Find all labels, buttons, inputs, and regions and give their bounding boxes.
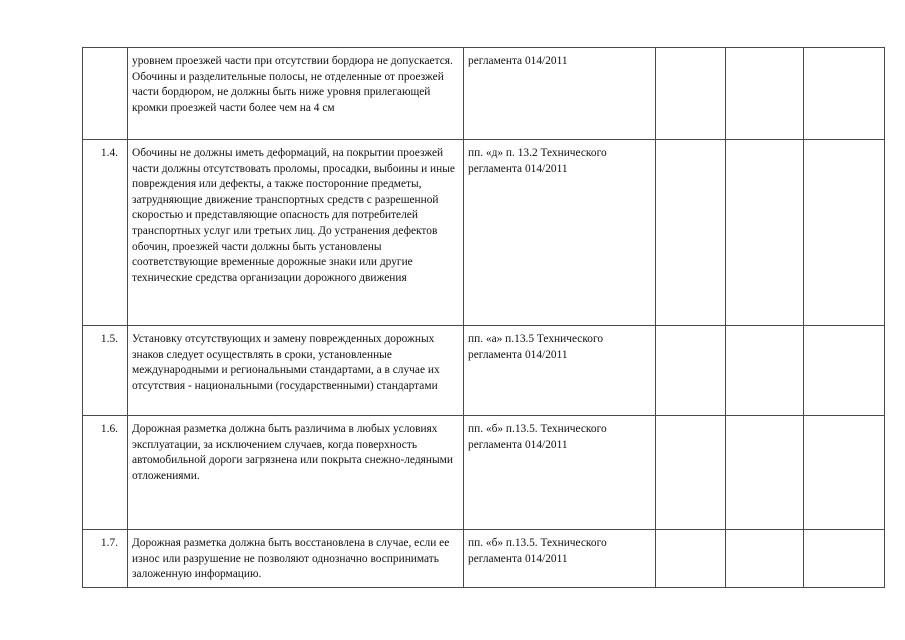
empty-cell bbox=[726, 416, 804, 530]
empty-cell bbox=[726, 48, 804, 140]
requirement-cell: Обочины не должны иметь деформаций, на покрытии проезжей части должны отсутствовать проломы, просадки, выбоины и иные повреждения или дефекты, а также посторонние предметы, затрудняющие движение транспортных средств с разрешенной скоростью и представляющие опасность для потребителей транспортных услуг или третьих лиц. До устранения дефектов обочин, проезжей части должны быть установлены соответствующие временные дорожные знаки или другие технические средства организации дорожного движения bbox=[128, 140, 464, 326]
empty-cell bbox=[656, 48, 726, 140]
empty-cell bbox=[656, 140, 726, 326]
empty-cell bbox=[656, 530, 726, 588]
row-number-cell: 1.7. bbox=[83, 530, 128, 588]
reference-cell: пп. «б» п.13.5. Технического регламента 014/2011 bbox=[464, 530, 656, 588]
empty-cell bbox=[656, 326, 726, 416]
row-number-cell: 1.4. bbox=[83, 140, 128, 326]
requirement-cell: Дорожная разметка должна быть восстановлена в случае, если ее износ или разрушение не позволяют однозначно воспринимать заложенную информацию. bbox=[128, 530, 464, 588]
reference-cell: пп. «а» п.13.5 Технического регламента 014/2011 bbox=[464, 326, 656, 416]
table-row bbox=[83, 530, 885, 588]
empty-cell bbox=[726, 530, 804, 588]
table-row bbox=[83, 48, 885, 140]
requirements-table bbox=[82, 47, 885, 588]
empty-cell bbox=[804, 140, 885, 326]
row-number-cell: 1.6. bbox=[83, 416, 128, 530]
row-number-cell bbox=[83, 48, 128, 140]
empty-cell bbox=[726, 326, 804, 416]
requirement-cell: уровнем проезжей части при отсутствии бордюра не допускается. Обочины и разделительные полосы, не отделенные от проезжей части бордюром, не должны быть ниже уровня прилегающей кромки проезжей части более чем на 4 см bbox=[128, 48, 464, 140]
empty-cell bbox=[726, 140, 804, 326]
empty-cell bbox=[804, 48, 885, 140]
empty-cell bbox=[804, 416, 885, 530]
table-row bbox=[83, 140, 885, 326]
empty-cell bbox=[804, 530, 885, 588]
reference-cell: регламента 014/2011 bbox=[464, 48, 656, 140]
table-row bbox=[83, 416, 885, 530]
reference-cell: пп. «б» п.13.5. Технического регламента 014/2011 bbox=[464, 416, 656, 530]
requirement-cell: Установку отсутствующих и замену поврежденных дорожных знаков следует осуществлять в сроки, установленные международными и региональными стандартами, а в случае их отсутствия - национальными (государственными) стандартами bbox=[128, 326, 464, 416]
requirement-cell: Дорожная разметка должна быть различима в любых условиях эксплуатации, за исключением случаев, когда поверхность автомобильной дороги загрязнена или покрыта снежно-ледяными отложениями. bbox=[128, 416, 464, 530]
row-number-cell: 1.5. bbox=[83, 326, 128, 416]
empty-cell bbox=[804, 326, 885, 416]
reference-cell: пп. «д» п. 13.2 Технического регламента 014/2011 bbox=[464, 140, 656, 326]
table-row bbox=[83, 326, 885, 416]
empty-cell bbox=[656, 416, 726, 530]
